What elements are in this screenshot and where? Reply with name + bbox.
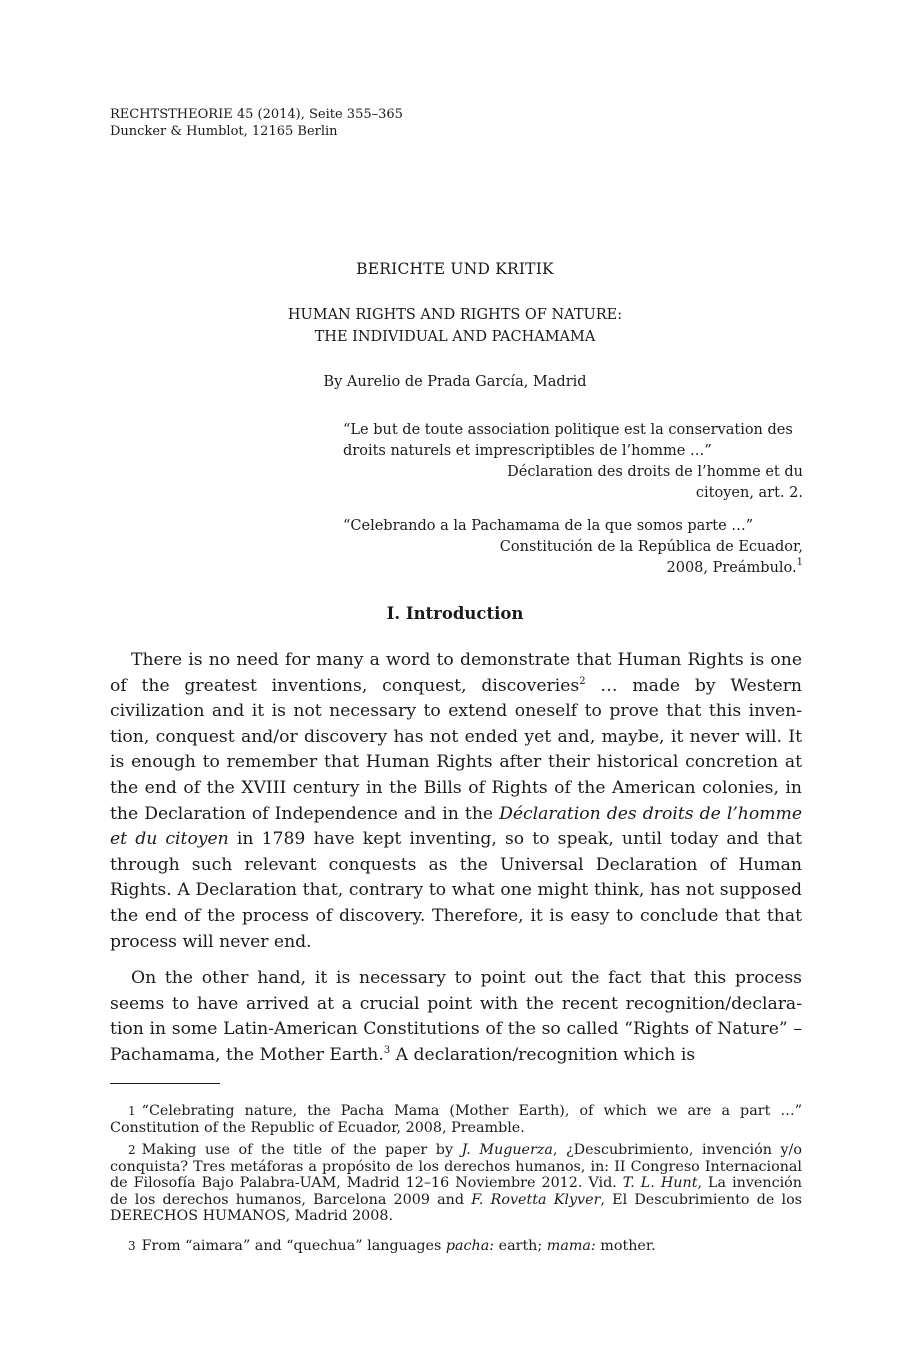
footnote-2 <box>110 1142 802 1225</box>
footnote-text-run: , La invención de los derechos humanos, Barcelona 2009 and <box>110 1175 802 1208</box>
author-name: F. Rovetta Klyver <box>471 1191 601 1208</box>
footnote-text-run: Making use of the title of the paper by <box>141 1142 462 1158</box>
publisher-line: Duncker & Humblot, 12165 Berlin <box>110 124 338 139</box>
paragraph-text-run: A declaration/recognition which is <box>390 1044 696 1065</box>
footnote-text-run: From “aimara” and “quechua” languages <box>141 1238 446 1254</box>
footnote-ref: 2 <box>579 675 586 687</box>
body-paragraph-1 <box>110 648 802 955</box>
footnote-text-run: “Celebrating nature, the Pacha Mama (Mother Earth), of which we are a part …” Constitution of the Republic of Ecuador, 2008, Preamble. <box>110 1103 802 1136</box>
journal-citation: RECHTSTHEORIE 45 (2014), Seite 355–365 <box>110 107 403 122</box>
title-line-1: HUMAN RIGHTS AND RIGHTS OF NATURE: <box>287 307 623 323</box>
footnote-3 <box>110 1238 802 1255</box>
body-paragraph-2 <box>110 966 802 1068</box>
footnote-ref: 1 <box>796 557 803 568</box>
epigraph-source-line <box>343 558 803 579</box>
epigraph-quote: “Le but de toute association politique est la conservation des droits naturels et imprescriptibles de l’homme …” <box>343 422 793 459</box>
paragraph-text-run: On the other hand, it is necessary to point out the fact that this process seems to have arrived at a crucial point with the recent recognition/declaration in some Latin-American Constitutions of the so called “Rights of Nature” – Pachamama, the Mother Earth. <box>110 968 802 1065</box>
epigraph-1 <box>343 420 803 504</box>
epigraph-2 <box>343 516 803 579</box>
footnote-text-run: , El Descubrimiento de los DERECHOS HUMANOS, Madrid 2008. <box>110 1191 803 1225</box>
article-title <box>110 304 800 348</box>
epigraph-source-line: Constitución de la República de Ecuador, <box>499 539 803 555</box>
footnote-number: 1 <box>128 1104 136 1118</box>
footnote-separator <box>110 1083 220 1084</box>
paragraph-text <box>110 966 802 1068</box>
italic-title: Déclaration des droits de l’homme et du citoyen <box>110 803 802 850</box>
title-line-2: THE INDIVIDUAL AND PACHAMAMA <box>314 329 596 345</box>
paragraph-text-run: … made by Western civilization and it is not necessary to extend oneself to prove that this invention, conquest and/or discovery has not ended yet and, maybe, it never will. It is enough to remember that Human Rights after their historical concretion at the end of the XVIII century in the Bills of Rights of the American colonies, in the Declaration of Independence and in the <box>110 675 802 824</box>
footnote-text <box>110 1142 802 1225</box>
journal-header <box>110 106 403 140</box>
paragraph-text-run: in 1789 have kept inventing, so to speak, until today and that through such relevant conquests as the Universal Declaration of Human Rights. A Declaration that, contrary to what one might think, has not supposed the end of the process of discovery. Therefore, it is easy to conclude that that process will never end. <box>110 829 803 952</box>
footnote-text <box>110 1103 802 1136</box>
epigraph-source-line: citoyen, art. 2. <box>695 485 803 501</box>
footnote-1 <box>110 1103 802 1136</box>
author-name: J. Muguerza <box>461 1142 553 1158</box>
footnote-text-run: mother. <box>595 1238 656 1254</box>
paragraph-text <box>110 648 802 955</box>
epigraph-source-line: Déclaration des droits de l’homme et du <box>507 464 803 480</box>
footnote-number: 3 <box>128 1239 136 1253</box>
author-name: T. L. Hunt <box>622 1175 698 1192</box>
footnote-ref: 3 <box>383 1044 391 1056</box>
italic-term: mama: <box>546 1238 596 1254</box>
epigraph-source-text: 2008, Preámbulo. <box>666 560 797 576</box>
paragraph-text-run: There is no need for many a word to demonstrate that Human Rights is one of the greatest inventions, conquest, discoveries <box>110 650 802 696</box>
footnote-number: 2 <box>128 1143 136 1157</box>
footnote-text-run: earth; <box>494 1238 547 1254</box>
author-line: By Aurelio de Prada García, Madrid <box>323 374 587 390</box>
section-heading: I. Introduction <box>386 604 524 623</box>
epigraph-quote: “Celebrando a la Pachamama de la que somos parte …” <box>343 518 754 534</box>
footnote-text-run: , ¿Descubrimiento, invención y/o conquista? Tres metáforas a propósito de los derechos humanos, in: II Congreso Internacional de Filosofía Bajo Palabra-UAM, Madrid 12–16 Noviembre 2012. Vid. <box>110 1142 802 1192</box>
footnote-text <box>110 1238 802 1255</box>
italic-term: pacha: <box>445 1238 495 1254</box>
section-label: BERICHTE UND KRITIK <box>356 260 554 278</box>
